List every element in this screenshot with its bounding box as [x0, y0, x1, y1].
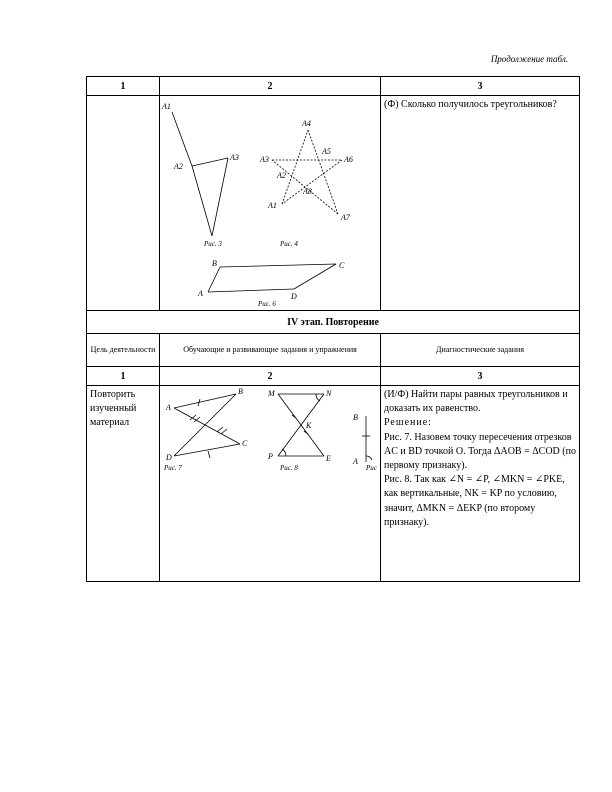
- header-goal: Цель деятельности: [87, 334, 160, 367]
- header-diagnostics: Диагностические задания: [381, 334, 580, 367]
- fig4-label-a4: A4: [302, 119, 311, 128]
- question-text: (Ф) Сколько получилось треугольников?: [384, 99, 557, 110]
- fig7-label-b: B: [238, 387, 243, 396]
- figure-3: [172, 112, 228, 236]
- figure-7: [174, 394, 240, 458]
- fig6-caption: Рис. 6: [258, 300, 276, 308]
- fig3-label-a3: A3: [230, 153, 239, 162]
- fig4-label-a6: A6: [344, 155, 353, 164]
- figures-cell-2: [160, 386, 381, 582]
- stage-row: [87, 311, 580, 334]
- figure-6: [208, 264, 336, 292]
- fig4-caption: Рис. 4: [280, 240, 298, 248]
- page-caption: Продолжение табл.: [490, 54, 568, 64]
- task-cell: [381, 386, 580, 582]
- fig7-label-c: C: [242, 439, 248, 448]
- header-row-2: [87, 367, 580, 386]
- goal-cell: Повторить изученный материал: [87, 386, 160, 582]
- fig6-label-c: C: [339, 261, 345, 270]
- fig4-label-a1: A1: [268, 201, 277, 210]
- fig8-label-m: M: [268, 389, 275, 398]
- figures-row-1: [87, 96, 580, 311]
- solution-fig8: Рис. 8. Так как ∠N = ∠P, ∠MKN = ∠PKE, как вертикальные, NK = KP по условию, значит, ΔMKN = ΔEKP (по второму признаку).: [384, 474, 565, 528]
- fig8-label-n: N: [326, 389, 332, 398]
- col2-num-3: 3: [381, 367, 580, 386]
- fig4-label-a3: A3: [260, 155, 269, 164]
- fig6-label-b: B: [212, 259, 217, 268]
- solution-fig7: Рис. 7. Назовем точку пересечения отрезков AC и BD точкой O. Тогда ΔAOB = ΔCOD (по первому признаку).: [384, 431, 576, 471]
- header-row-1: [87, 77, 580, 96]
- empty-goal-cell: [87, 96, 160, 311]
- fig8-label-p: P: [268, 452, 273, 461]
- fig6-label-d: D: [291, 292, 297, 301]
- fig8-label-e: E: [326, 454, 331, 463]
- fig4-label-a7: A7: [341, 213, 350, 222]
- fig6-label-a: A: [198, 289, 203, 298]
- stage-title: IV этап. Повторение: [87, 311, 580, 334]
- solution-label: Решение:: [384, 417, 432, 429]
- fig3-label-a1: A1: [162, 102, 171, 111]
- header-exercises: Обучающие и развивающие задания и упражнения: [160, 334, 381, 367]
- fig4-label-a2: A2: [277, 171, 286, 180]
- task-text: (И/Ф) Найти пары равных треугольников и доказать их равенство.: [384, 389, 568, 415]
- col-num-2: 2: [160, 77, 381, 96]
- figure-9: [362, 416, 372, 462]
- fig9-caption: Рис: [366, 464, 377, 472]
- fig3-caption: Рис. 3: [204, 240, 222, 248]
- lesson-table: [86, 76, 580, 582]
- col-num-1: 1: [87, 77, 160, 96]
- column-header-row: [87, 334, 580, 367]
- fig7-caption: Рис. 7: [164, 464, 182, 472]
- figures-cell-1: [160, 96, 381, 311]
- col-num-3: 3: [381, 77, 580, 96]
- fig8-label-k: K: [306, 421, 312, 430]
- fig9-label-a: A: [353, 457, 358, 466]
- col2-num-1: 1: [87, 367, 160, 386]
- col2-num-2: 2: [160, 367, 381, 386]
- figure-8: [278, 394, 324, 456]
- fig8-caption: Рис. 8: [280, 464, 298, 472]
- figures-svg-1: [160, 96, 381, 310]
- fig9-label-b: B: [353, 413, 358, 422]
- fig4-label-a8: A8: [303, 187, 312, 196]
- figures-svg-2: [160, 386, 381, 581]
- fig4-label-a5: A5: [322, 147, 331, 156]
- fig3-label-a2: A2: [174, 162, 183, 171]
- fig7-label-d: D: [166, 453, 172, 462]
- question-cell: [381, 96, 580, 311]
- fig7-label-a: A: [166, 403, 171, 412]
- content-row-2: [87, 386, 580, 582]
